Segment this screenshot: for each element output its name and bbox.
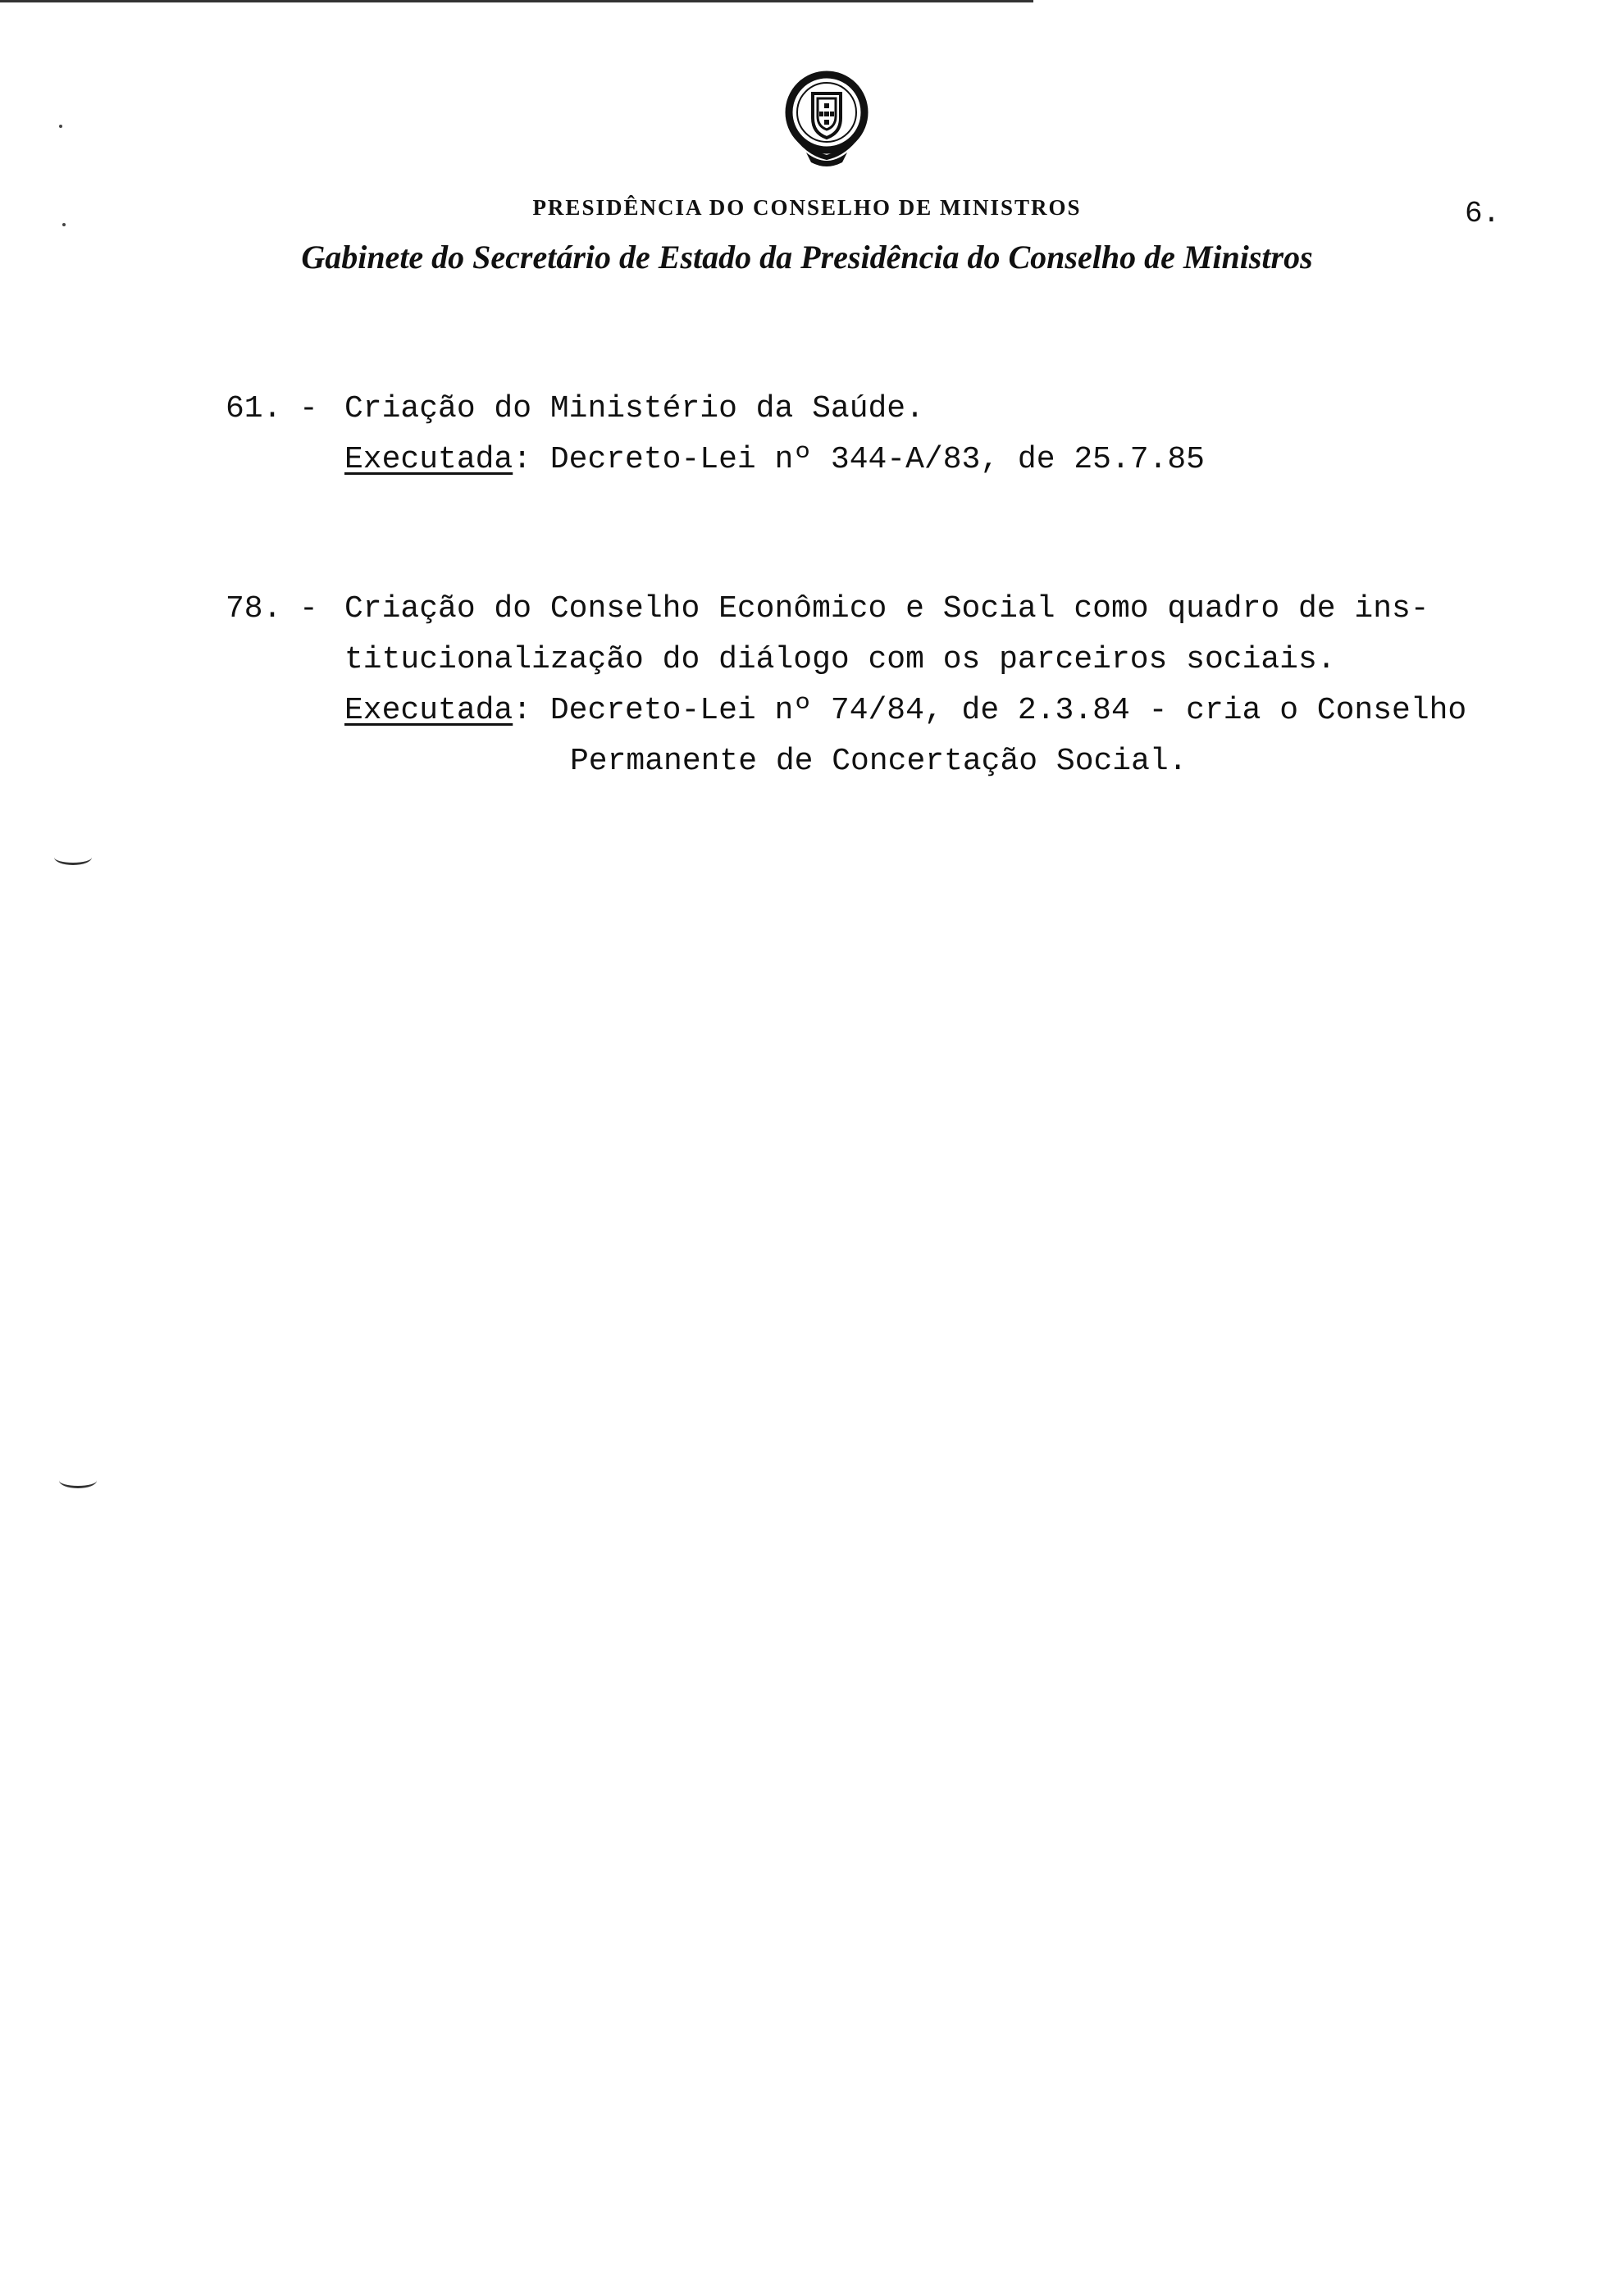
execution-line [226,435,1205,485]
item-line [226,635,1466,686]
punch-hole-mark [59,1473,97,1488]
page-number: 6. [1465,197,1501,230]
execution-continuation-text: Permanente de Concertação Social. [570,744,1188,779]
top-rule [0,0,1033,2]
header-title: PRESIDÊNCIA DO CONSELHO DE MINISTROS [532,195,1082,220]
item-line [226,584,1466,635]
item-number: 78. [226,591,282,626]
item-text: Criação do Ministério da Saúde. [344,391,924,426]
execution-text: Decreto-Lei nº 344-A/83, de 25.7.85 [549,442,1205,477]
execution-colon: : [513,693,550,728]
item-text: Criação do Conselho Econômico e Social como quadro de ins- [344,591,1429,626]
execution-label: Executada [344,693,513,728]
execution-text: Decreto-Lei nº 74/84, de 2.3.84 - cria o Conselho [549,693,1467,728]
item-text: titucionalização do diálogo com os parceiros sociais. [344,642,1336,677]
scan-speck [62,223,66,226]
item-dash: - [299,391,318,426]
execution-line [226,686,1466,736]
execution-continuation [226,736,1466,787]
execution-colon: : [513,442,550,477]
list-item [226,384,1205,485]
item-line [226,384,1205,435]
scan-speck [59,125,62,128]
portuguese-coat-of-arms-icon [782,67,872,174]
header-subtitle: Gabinete do Secretário de Estado da Presidência do Conselho de Ministros [301,239,1313,276]
item-number: 61. [226,391,282,426]
punch-hole-mark [54,850,92,865]
list-item [226,584,1466,787]
item-dash: - [299,591,318,626]
execution-label: Executada [344,442,513,477]
